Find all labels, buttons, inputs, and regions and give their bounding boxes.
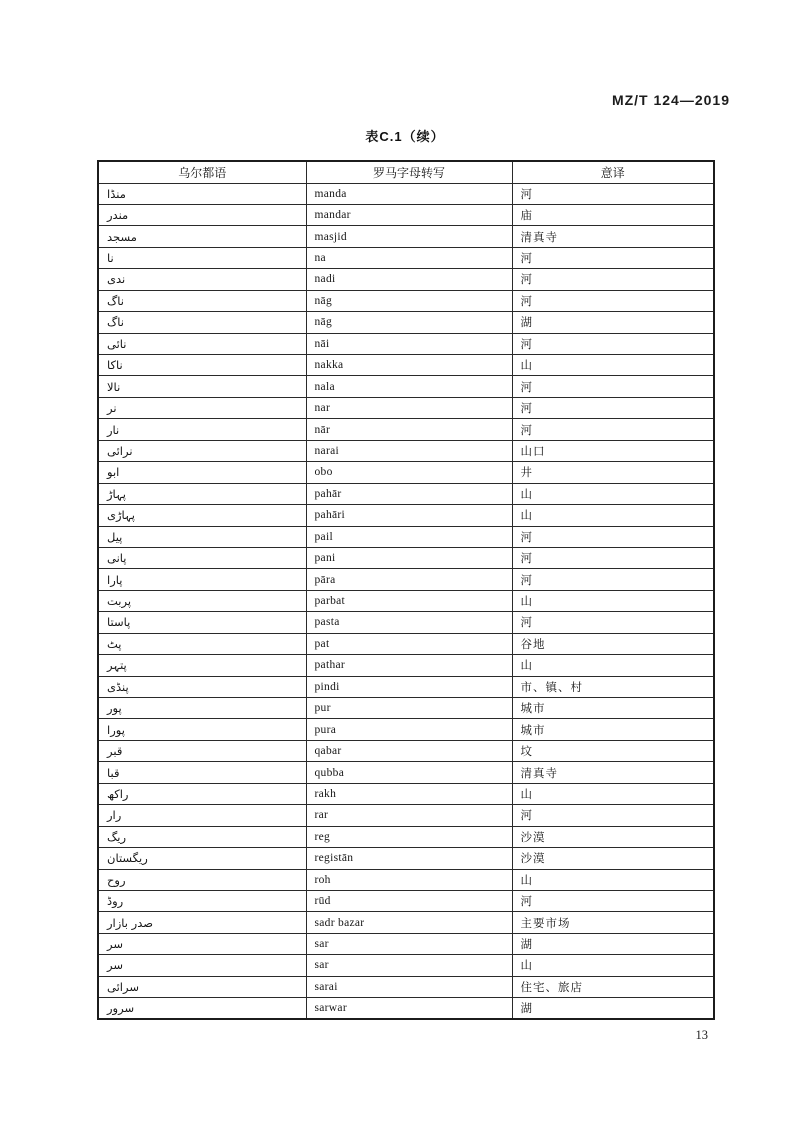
table-row	[98, 848, 714, 869]
urdu-cell: ناگ	[98, 290, 306, 311]
table-row	[98, 569, 714, 590]
table-header-row	[98, 161, 714, 183]
roman-cell: qabar	[306, 740, 512, 761]
urdu-cell: سرائی	[98, 976, 306, 997]
glossary-table-container	[97, 160, 713, 1020]
roman-cell: sar	[306, 933, 512, 954]
table-row	[98, 590, 714, 611]
meaning-cell: 河	[512, 419, 714, 440]
urdu-cell: مندر	[98, 204, 306, 225]
meaning-cell: 沙漠	[512, 826, 714, 847]
roman-cell: nala	[306, 376, 512, 397]
meaning-cell: 河	[512, 269, 714, 290]
roman-cell: pani	[306, 547, 512, 568]
roman-cell: manda	[306, 183, 512, 204]
glossary-table	[97, 160, 715, 1020]
meaning-cell: 湖	[512, 998, 714, 1019]
header-romanization: 罗马字母转写	[306, 161, 512, 183]
meaning-cell: 山	[512, 483, 714, 504]
urdu-cell: پورا	[98, 719, 306, 740]
table-row	[98, 505, 714, 526]
table-row	[98, 783, 714, 804]
roman-cell: registān	[306, 848, 512, 869]
meaning-cell: 山	[512, 505, 714, 526]
urdu-cell: پاستا	[98, 612, 306, 633]
meaning-cell: 城市	[512, 698, 714, 719]
table-row	[98, 612, 714, 633]
urdu-cell: قبر	[98, 740, 306, 761]
table-row	[98, 805, 714, 826]
urdu-cell: مسجد	[98, 226, 306, 247]
roman-cell: rar	[306, 805, 512, 826]
urdu-cell: ریگ	[98, 826, 306, 847]
urdu-cell: پہاڑ	[98, 483, 306, 504]
urdu-cell: ندی	[98, 269, 306, 290]
meaning-cell: 河	[512, 397, 714, 418]
table-row	[98, 762, 714, 783]
roman-cell: mandar	[306, 204, 512, 225]
roman-cell: pura	[306, 719, 512, 740]
doc-number: MZ/T 124—2019	[611, 92, 730, 108]
meaning-cell: 河	[512, 547, 714, 568]
urdu-cell: رار	[98, 805, 306, 826]
meaning-cell: 庙	[512, 204, 714, 225]
urdu-cell: نا	[98, 247, 306, 268]
roman-cell: reg	[306, 826, 512, 847]
urdu-cell: روح	[98, 869, 306, 890]
roman-cell: qubba	[306, 762, 512, 783]
table-row	[98, 397, 714, 418]
table-row	[98, 440, 714, 461]
table-row	[98, 633, 714, 654]
urdu-cell: پتہر	[98, 655, 306, 676]
table-row	[98, 333, 714, 354]
meaning-cell: 河	[512, 805, 714, 826]
table-row	[98, 698, 714, 719]
meaning-cell: 湖	[512, 312, 714, 333]
urdu-cell: نائی	[98, 333, 306, 354]
table-row	[98, 719, 714, 740]
meaning-cell: 山	[512, 955, 714, 976]
roman-cell: na	[306, 247, 512, 268]
meaning-cell: 河	[512, 183, 714, 204]
meaning-cell: 河	[512, 290, 714, 311]
urdu-cell: نرائی	[98, 440, 306, 461]
roman-cell: narai	[306, 440, 512, 461]
roman-cell: nar	[306, 397, 512, 418]
table-row	[98, 547, 714, 568]
roman-cell: nāg	[306, 312, 512, 333]
meaning-cell: 山	[512, 355, 714, 376]
urdu-cell: نالا	[98, 376, 306, 397]
table-row	[98, 204, 714, 225]
table-row	[98, 183, 714, 204]
urdu-cell: سر	[98, 933, 306, 954]
urdu-cell: ناگ	[98, 312, 306, 333]
table-row	[98, 676, 714, 697]
meaning-cell: 山口	[512, 440, 714, 461]
urdu-cell: راکھ	[98, 783, 306, 804]
meaning-cell: 谷地	[512, 633, 714, 654]
table-row	[98, 355, 714, 376]
table-row	[98, 912, 714, 933]
meaning-cell: 城市	[512, 719, 714, 740]
roman-cell: sarwar	[306, 998, 512, 1019]
table-row	[98, 998, 714, 1019]
table-row	[98, 955, 714, 976]
table-row	[98, 526, 714, 547]
table-row	[98, 976, 714, 997]
roman-cell: pahāri	[306, 505, 512, 526]
table-row	[98, 890, 714, 911]
meaning-cell: 山	[512, 869, 714, 890]
table-title: 表C.1（续）	[365, 129, 445, 144]
table-row	[98, 419, 714, 440]
roman-cell: masjid	[306, 226, 512, 247]
urdu-cell: پانی	[98, 547, 306, 568]
table-row	[98, 933, 714, 954]
urdu-cell: ابو	[98, 462, 306, 483]
urdu-cell: پارا	[98, 569, 306, 590]
table-row	[98, 247, 714, 268]
meaning-cell: 河	[512, 612, 714, 633]
roman-cell: nāg	[306, 290, 512, 311]
meaning-cell: 河	[512, 890, 714, 911]
meaning-cell: 井	[512, 462, 714, 483]
roman-cell: nadi	[306, 269, 512, 290]
urdu-cell: ناکا	[98, 355, 306, 376]
header-urdu: 乌尔都语	[98, 161, 306, 183]
roman-cell: nār	[306, 419, 512, 440]
urdu-cell: ریگستان	[98, 848, 306, 869]
meaning-cell: 清真寺	[512, 226, 714, 247]
roman-cell: parbat	[306, 590, 512, 611]
roman-cell: obo	[306, 462, 512, 483]
urdu-cell: سر	[98, 955, 306, 976]
roman-cell: pasta	[306, 612, 512, 633]
urdu-cell: سرور	[98, 998, 306, 1019]
meaning-cell: 河	[512, 333, 714, 354]
roman-cell: nakka	[306, 355, 512, 376]
roman-cell: pail	[306, 526, 512, 547]
table-body	[98, 183, 714, 1019]
meaning-cell: 河	[512, 376, 714, 397]
meaning-cell: 沙漠	[512, 848, 714, 869]
roman-cell: pur	[306, 698, 512, 719]
urdu-cell: پور	[98, 698, 306, 719]
meaning-cell: 山	[512, 783, 714, 804]
roman-cell: rūd	[306, 890, 512, 911]
meaning-cell: 河	[512, 247, 714, 268]
page-number: 13	[695, 1028, 708, 1042]
meaning-cell: 住宅、旅店	[512, 976, 714, 997]
roman-cell: pathar	[306, 655, 512, 676]
roman-cell: nāi	[306, 333, 512, 354]
urdu-cell: پربت	[98, 590, 306, 611]
roman-cell: sarai	[306, 976, 512, 997]
meaning-cell: 坟	[512, 740, 714, 761]
meaning-cell: 山	[512, 590, 714, 611]
roman-cell: pāra	[306, 569, 512, 590]
table-row	[98, 740, 714, 761]
table-row	[98, 290, 714, 311]
roman-cell: rakh	[306, 783, 512, 804]
urdu-cell: پہاڑی	[98, 505, 306, 526]
table-row	[98, 483, 714, 504]
urdu-cell: نر	[98, 397, 306, 418]
urdu-cell: روڈ	[98, 890, 306, 911]
urdu-cell: قبا	[98, 762, 306, 783]
urdu-cell: پنڈی	[98, 676, 306, 697]
table-row	[98, 655, 714, 676]
roman-cell: sar	[306, 955, 512, 976]
urdu-cell: پٹ	[98, 633, 306, 654]
urdu-cell: پیل	[98, 526, 306, 547]
table-row	[98, 869, 714, 890]
table-row	[98, 269, 714, 290]
urdu-cell: صدر بازار	[98, 912, 306, 933]
roman-cell: pat	[306, 633, 512, 654]
urdu-cell: منڈا	[98, 183, 306, 204]
header-meaning: 意译	[512, 161, 714, 183]
roman-cell: pindi	[306, 676, 512, 697]
table-row	[98, 376, 714, 397]
roman-cell: roh	[306, 869, 512, 890]
meaning-cell: 河	[512, 526, 714, 547]
urdu-cell: نار	[98, 419, 306, 440]
meaning-cell: 山	[512, 655, 714, 676]
meaning-cell: 湖	[512, 933, 714, 954]
meaning-cell: 市、镇、村	[512, 676, 714, 697]
table-row	[98, 312, 714, 333]
meaning-cell: 清真寺	[512, 762, 714, 783]
table-row	[98, 826, 714, 847]
meaning-cell: 河	[512, 569, 714, 590]
roman-cell: sadr bazar	[306, 912, 512, 933]
meaning-cell: 主要市场	[512, 912, 714, 933]
roman-cell: pahār	[306, 483, 512, 504]
table-row	[98, 462, 714, 483]
table-row	[98, 226, 714, 247]
